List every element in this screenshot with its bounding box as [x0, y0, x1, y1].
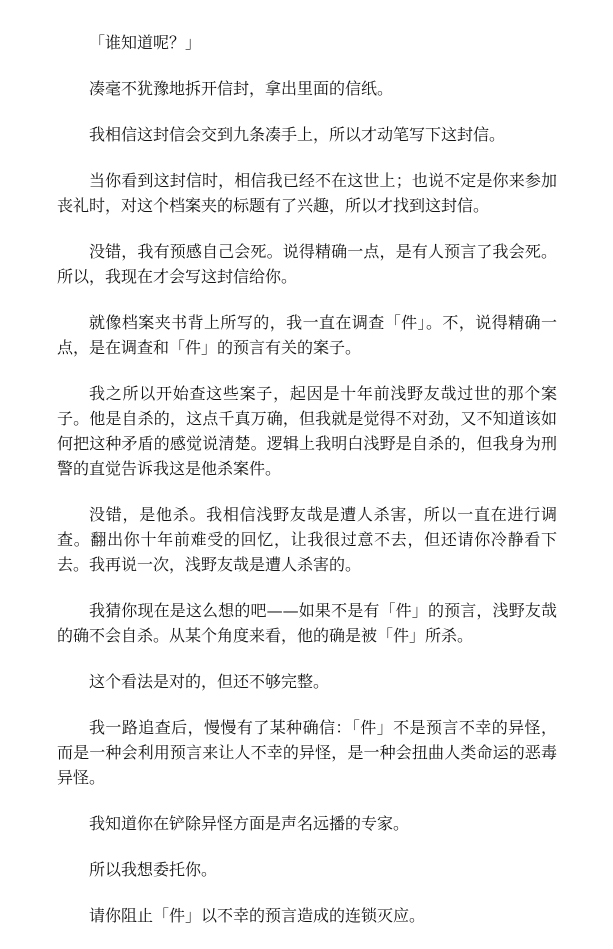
paragraph-letter-3: 没错，我有预感自己会死。说得精确一点，是有人预言了我会死。所以，我现在才会写这封信给你。	[57, 242, 557, 286]
document-page	[57, 30, 557, 949]
paragraph-letter-8: 这个看法是对的，但还不够完整。	[89, 672, 330, 691]
paragraph-dialogue: 「谁知道呢？」	[89, 33, 202, 52]
paragraph-letter-6: 没错，是他杀。我相信浅野友哉是遭人杀害，所以一直在进行调查。翻出你十年前难受的回忆，让我很过意不去，但还请你冷静看下去。我再说一次，浅野友哉是遭人杀害的。	[57, 505, 557, 574]
paragraph-letter-2: 当你看到这封信时，相信我已经不在这世上；也说不定是你来参加丧礼时，对这个档案夹的标题有了兴趣，所以才找到这封信。	[57, 171, 557, 215]
paragraph-letter-10: 我知道你在铲除异怪方面是声名远播的专家。	[89, 814, 410, 833]
paragraph-letter-9: 我一路追查后，慢慢有了某种确信：「件」不是预言不幸的异怪，而是一种会利用预言来让人不幸的异怪，是一种会扭曲人类命运的恶毒异怪。	[57, 718, 557, 787]
paragraph-letter-1: 我相信这封信会交到九条凑手上，所以才动笔写下这封信。	[89, 125, 506, 144]
paragraph-letter-7: 我猜你现在是这么想的吧——如果不是有「件」的预言，浅野友哉的确不会自杀。从某个角度来看，他的确是被「件」所杀。	[57, 601, 557, 645]
paragraph-letter-11: 所以我想委托你。	[89, 860, 218, 879]
paragraph-narration: 凑毫不犹豫地拆开信封，拿出里面的信纸。	[89, 79, 394, 98]
paragraph-letter-12: 请你阻止「件」以不幸的预言造成的连锁灭应。	[89, 906, 426, 925]
paragraph-letter-5: 我之所以开始查这些案子，起因是十年前浅野友哉过世的那个案子。他是自杀的，这点千真万确，但我就是觉得不对劲，又不知道该如何把这种矛盾的感觉说清楚。逻辑上我明白浅野是自杀的，但我身为刑警的直觉告诉我这是他杀案件。	[57, 384, 557, 478]
paragraph-letter-4: 就像档案夹书背上所写的，我一直在调查「件」。不，说得精确一点，是在调查和「件」的预言有关的案子。	[57, 313, 557, 357]
